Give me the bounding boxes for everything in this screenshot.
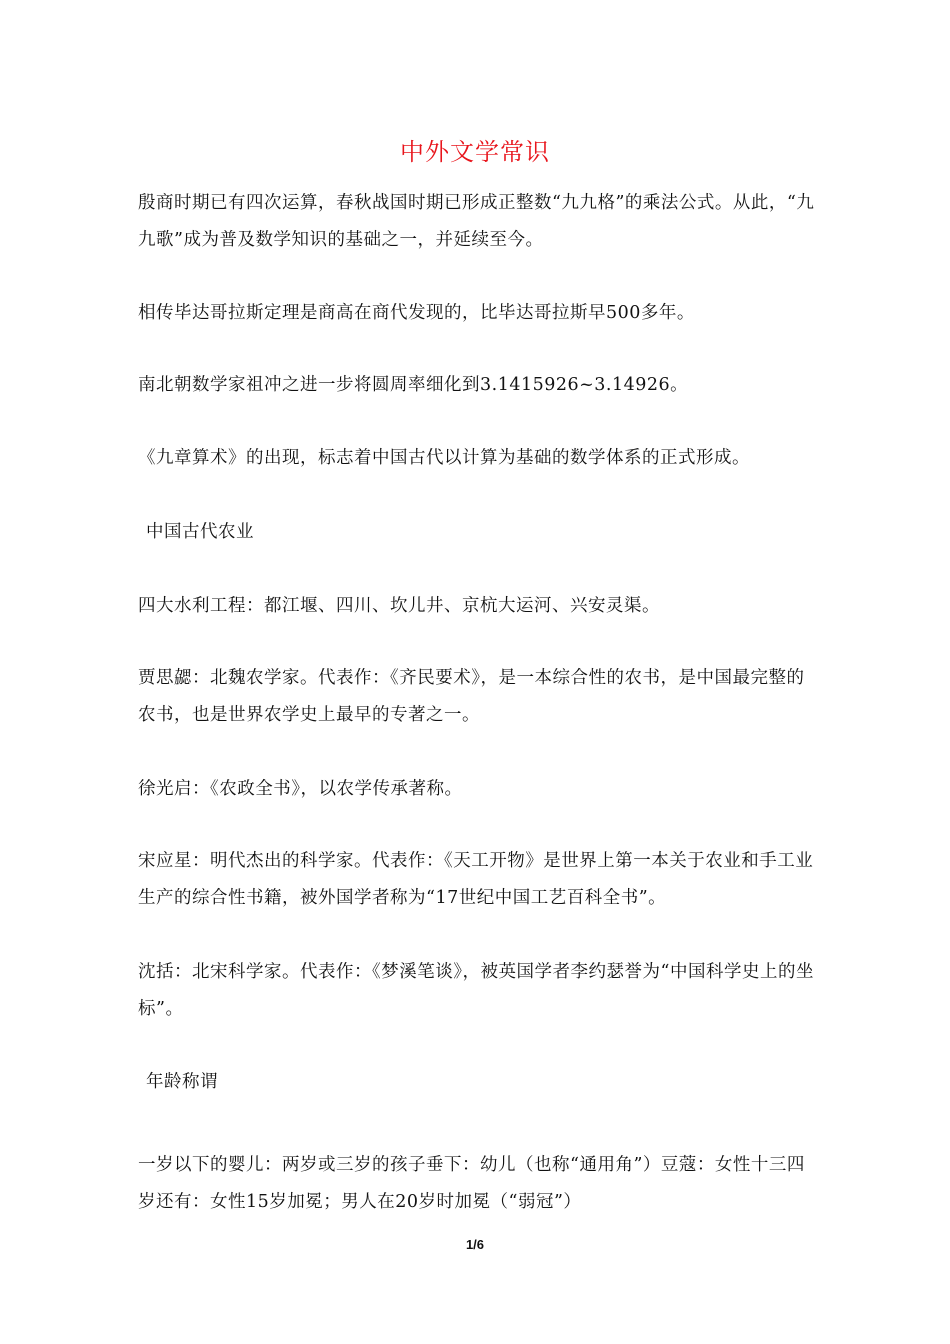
paragraph-song-yingxing: 宋应星：明代杰出的科学家。代表作：《天工开物》是世界上第一本关于农业和手工业生产的综合性书籍，被外国学者称为“17世纪中国工艺百科全书”。 — [138, 851, 814, 908]
page-indicator: 1/6 — [465, 1237, 485, 1252]
paragraph-age-titles: 一岁以下的婴儿：两岁或三岁的孩子垂下：幼儿（也称“通用角”）豆蔻：女性十三四岁还有：女性15岁加冕；男人在20岁时加冕（“弱冠”） — [138, 1155, 805, 1212]
section-heading-agriculture: 中国古代农业 — [146, 522, 254, 542]
paragraph-xu-guangqi: 徐光启：《农政全书》，以农学传承著称。 — [138, 779, 463, 799]
paragraph-nine-chapters: 《九章算术》的出现，标志着中国古代以计算为基础的数学体系的正式形成。 — [138, 448, 750, 468]
paragraph-pi: 南北朝数学家祖冲之进一步将圆周率细化到3.1415926~3.14926。 — [138, 375, 689, 395]
paragraph-pythagoras: 相传毕达哥拉斯定理是商高在商代发现的，比毕达哥拉斯早500多年。 — [138, 303, 695, 323]
paragraph-shen-kuo: 沈括：北宋科学家。代表作：《梦溪笔谈》，被英国学者李约瑟誉为“中国科学史上的坐标”。 — [138, 962, 814, 1019]
section-heading-age-titles: 年龄称谓 — [146, 1072, 218, 1092]
document-title: 中外文学常识 — [400, 138, 550, 166]
paragraph-jia-sixie: 贾思勰：北魏农学家。代表作：《齐民要术》，是一本综合性的农书，是中国最完整的农书，也是世界农学史上最早的专著之一。 — [138, 668, 805, 725]
paragraph-water-projects: 四大水利工程：都江堰、四川、坎儿井、京杭大运河、兴安灵渠。 — [138, 596, 660, 616]
paragraph-nine-nine-song: 殷商时期已有四次运算，春秋战国时期已形成正整数“九九格”的乘法公式。从此，“九九歌”成为普及数学知识的基础之一，并延续至今。 — [138, 193, 815, 250]
